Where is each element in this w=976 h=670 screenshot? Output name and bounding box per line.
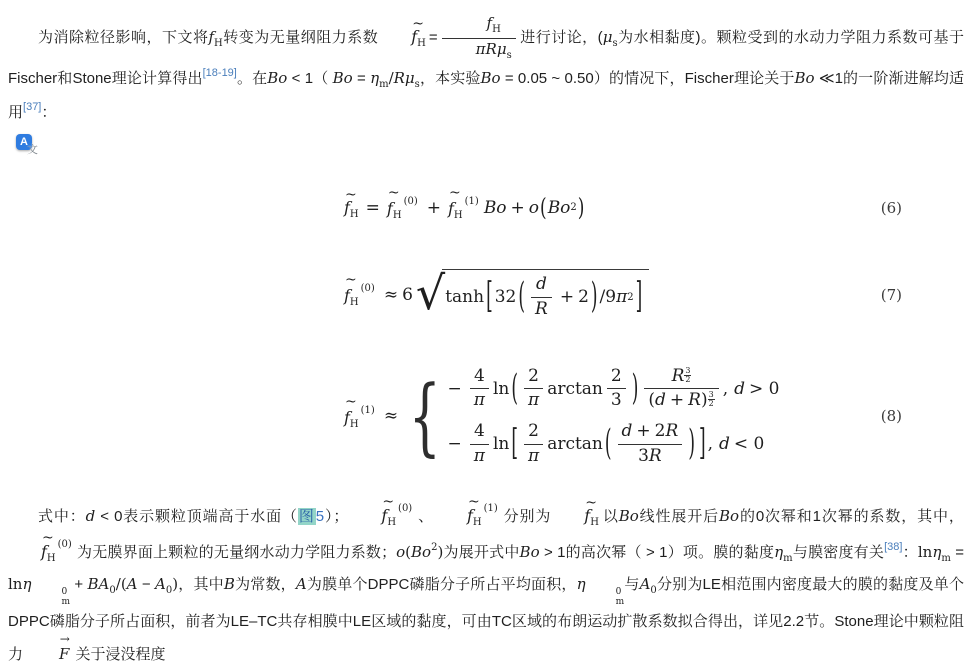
text-run: R bbox=[485, 39, 497, 58]
math-token: , bbox=[722, 378, 729, 399]
math-token: < 0 bbox=[733, 434, 765, 454]
math-token: π bbox=[616, 287, 628, 307]
text-run: 为膜单个DPPC磷脂分子所占平均面积， bbox=[306, 575, 577, 593]
f-tilde-H: ~ $f_H^{(1)}$ bbox=[466, 493, 498, 528]
text-run: s bbox=[414, 79, 420, 90]
text-run: η bbox=[774, 542, 784, 561]
text-run: μ bbox=[602, 27, 613, 46]
case-d-positive bbox=[444, 366, 784, 412]
math-token: 2 bbox=[708, 399, 714, 409]
f-tilde-H-0 bbox=[344, 272, 377, 308]
text-run: = 0.05 ~ 0.50）的情况下，Fischer理论关于 bbox=[500, 70, 795, 87]
math-token bbox=[524, 366, 543, 389]
math-token: f bbox=[344, 197, 350, 217]
math-token bbox=[644, 389, 718, 411]
translate-zh-icon: 文 bbox=[27, 144, 38, 157]
text-run: f bbox=[486, 14, 493, 32]
equation-8 bbox=[8, 366, 964, 467]
math-token: π bbox=[528, 445, 540, 466]
text-run: 线性展开后 bbox=[638, 507, 720, 525]
text-run: π bbox=[475, 39, 486, 58]
math-token: f bbox=[447, 199, 454, 219]
math-token: ) bbox=[590, 276, 598, 318]
math-token: (1) bbox=[360, 404, 375, 416]
math-token bbox=[618, 421, 683, 444]
math-token: d bbox=[535, 274, 547, 295]
math-token: + bbox=[426, 197, 441, 218]
text-run: < 1（ bbox=[287, 70, 333, 87]
math-token: ~ bbox=[345, 393, 357, 410]
math-token: 9 bbox=[605, 287, 617, 307]
math-token bbox=[524, 421, 543, 444]
f-tilde-H: ~ $f_H$ bbox=[411, 15, 426, 49]
math-token: d bbox=[655, 390, 666, 410]
math-token bbox=[607, 366, 626, 389]
square-root bbox=[415, 265, 649, 320]
math-token: π bbox=[473, 390, 485, 410]
math-token: H bbox=[349, 208, 359, 220]
text-run: A bbox=[98, 574, 110, 593]
figure-link-highlight[interactable]: 图 bbox=[298, 507, 315, 525]
math-token: 4 bbox=[473, 421, 485, 442]
math-token: π bbox=[473, 445, 485, 466]
text-run: f bbox=[208, 27, 215, 46]
math-token: ( bbox=[518, 276, 526, 318]
text-run: ( bbox=[120, 574, 127, 593]
math-token: ( bbox=[604, 423, 612, 465]
math-token: 32 bbox=[494, 287, 517, 307]
translate-a-icon: A bbox=[16, 134, 32, 150]
math-token: H bbox=[349, 418, 359, 430]
text-run: 0 bbox=[165, 584, 173, 596]
text-run: 式中： bbox=[38, 507, 86, 525]
text-run: Bo bbox=[267, 69, 288, 87]
math-token bbox=[524, 445, 543, 467]
math-token: 2 bbox=[610, 365, 622, 386]
sup-sub-index: 0 m bbox=[615, 586, 625, 608]
math-token: 2 bbox=[570, 202, 577, 214]
math-token: 2 bbox=[528, 421, 539, 442]
math-token bbox=[524, 389, 543, 411]
math-token: ~ bbox=[448, 185, 461, 202]
math-token: R bbox=[671, 365, 685, 386]
text-run: 0 bbox=[109, 584, 116, 596]
text-run: η bbox=[22, 574, 32, 593]
math-token: arctan bbox=[547, 434, 603, 454]
math-token: ) bbox=[631, 367, 639, 410]
equation-7-formula bbox=[341, 265, 649, 320]
text-run: ，本实验 bbox=[419, 70, 481, 87]
text-run: 0 bbox=[650, 584, 657, 596]
text-run: o bbox=[396, 542, 406, 561]
math-token bbox=[524, 421, 543, 467]
text-run: ≪1的一阶渐进解均适用 bbox=[8, 70, 964, 121]
text-run: 为消除粒径影响，下文将 bbox=[38, 28, 209, 46]
f-tilde-H-1 bbox=[344, 393, 377, 430]
text-run: s bbox=[612, 37, 618, 49]
text-run: ln bbox=[917, 542, 933, 561]
text-run: 转变为无量纲阻力系数 bbox=[222, 28, 379, 46]
equation-6 bbox=[8, 185, 964, 223]
math-token: + bbox=[510, 197, 525, 218]
math-token: R bbox=[688, 390, 701, 410]
paragraph-explanation bbox=[8, 493, 964, 670]
math-token bbox=[607, 389, 626, 411]
text-run: ( bbox=[405, 542, 412, 561]
math-token bbox=[684, 367, 691, 385]
text-run: A bbox=[126, 574, 138, 593]
math-token: 3 bbox=[610, 390, 622, 410]
math-token bbox=[470, 366, 489, 389]
text-run: > 1的高次幂（ > 1）项。膜的黏度 bbox=[539, 543, 775, 561]
sup-sub-index: 0 m bbox=[61, 586, 71, 608]
math-token bbox=[644, 366, 718, 389]
translate-popup-icon[interactable] bbox=[16, 134, 46, 158]
math-token: 3 bbox=[685, 365, 691, 375]
text-run: ) bbox=[437, 542, 444, 561]
text-run: ) bbox=[172, 574, 179, 593]
text-run: m bbox=[783, 552, 793, 564]
case-d-negative bbox=[444, 421, 784, 467]
math-token: π bbox=[528, 390, 540, 410]
math-token: 2 bbox=[528, 365, 539, 386]
math-token: (0) bbox=[403, 196, 418, 208]
math-token bbox=[708, 391, 715, 409]
math-token: ) bbox=[577, 193, 585, 223]
math-token bbox=[531, 274, 552, 297]
radical-sign: √ bbox=[415, 265, 446, 320]
inline-fraction bbox=[442, 14, 516, 62]
text-run: 为常数， bbox=[234, 575, 296, 593]
math-token: > 0 bbox=[748, 378, 780, 399]
text-run: / bbox=[388, 69, 394, 87]
math-token: ~ bbox=[387, 185, 400, 202]
text-run: Bo bbox=[480, 69, 501, 87]
math-token: d bbox=[734, 378, 745, 399]
text-run: + bbox=[70, 575, 88, 593]
text-run: η bbox=[576, 574, 586, 593]
text-run: Bo bbox=[519, 542, 540, 561]
text-run: 分别为 bbox=[502, 507, 552, 525]
math-token bbox=[470, 421, 489, 444]
text-run: 为无膜界面上颗粒的无量纲水动力学阻力系数； bbox=[76, 543, 397, 561]
f-tilde-H bbox=[344, 186, 359, 220]
text-run: 关于浸没程度 bbox=[75, 646, 166, 664]
text-run: = bbox=[352, 70, 371, 87]
text-run: 、 bbox=[417, 507, 434, 525]
text-run: ，其中 bbox=[178, 575, 224, 593]
math-token bbox=[607, 366, 626, 412]
math-token: f bbox=[344, 286, 350, 305]
math-token bbox=[442, 269, 649, 320]
text-run: A bbox=[639, 574, 651, 593]
math-token: 3 bbox=[638, 445, 649, 466]
math-token: Bo bbox=[483, 197, 507, 218]
figure-link[interactable]: 5 bbox=[315, 507, 325, 525]
equation-number: (7) bbox=[880, 285, 902, 304]
text-run: B bbox=[223, 574, 235, 593]
text-run: 。在 bbox=[236, 70, 268, 87]
math-token: ≈ bbox=[383, 284, 399, 305]
math-token: tanh bbox=[445, 287, 485, 307]
math-token: H bbox=[453, 210, 463, 222]
text-run: 为水相黏度)。颗粒受到的水动力学阻力系数可基于Fischer和Stone理论计算得出 bbox=[8, 28, 964, 87]
f-tilde-H-1 bbox=[447, 185, 481, 222]
math-token: ) bbox=[700, 390, 708, 410]
math-token: o bbox=[528, 197, 540, 218]
text-run: η bbox=[370, 69, 380, 87]
math-token: H bbox=[392, 210, 402, 222]
text-run: m bbox=[379, 79, 389, 90]
f-tilde-H: ~ $f_H^{(0)}$ bbox=[381, 493, 413, 528]
text-run: = bbox=[950, 543, 964, 561]
text-run: m bbox=[941, 552, 951, 564]
fraction-R-power bbox=[644, 366, 718, 412]
math-token: 2 bbox=[578, 287, 589, 307]
math-token: f bbox=[344, 407, 350, 427]
math-token bbox=[470, 445, 489, 467]
math-token: (0) bbox=[360, 283, 375, 294]
text-run: 分别为LE相范围内密度最大的膜的黏度及单个DPPC磷脂分子所占面积，前者为LE–TC共存相膜中LE区域的黏度，可由TC区域的布朗运动扩散系数拟合得出，详见2.2节。Stone理论中颗粒阻力 bbox=[8, 575, 964, 664]
math-token: d bbox=[621, 421, 633, 442]
math-token: f bbox=[386, 199, 393, 219]
text-run: s bbox=[506, 49, 512, 61]
math-token: ~ bbox=[345, 186, 357, 203]
text-run: μ bbox=[404, 69, 415, 87]
text-run: ： bbox=[41, 103, 57, 121]
math-token: ] bbox=[635, 276, 643, 318]
math-token: = bbox=[365, 197, 380, 218]
equation-number: (6) bbox=[880, 198, 902, 217]
text-run: ： bbox=[902, 543, 918, 561]
fraction-d2R-3R bbox=[618, 421, 683, 467]
math-token: ~ bbox=[345, 272, 357, 288]
math-token: R bbox=[665, 421, 679, 442]
text-run: μ bbox=[496, 39, 507, 58]
math-token: / bbox=[599, 287, 606, 307]
vector-F: → F bbox=[59, 632, 70, 664]
cases-brace: { bbox=[408, 366, 441, 465]
math-token: [ bbox=[486, 276, 493, 318]
math-token bbox=[470, 389, 489, 411]
math-token: + bbox=[669, 390, 685, 410]
text-run: Bo bbox=[719, 506, 740, 525]
text-run: ）； bbox=[324, 507, 349, 525]
equation-number: (8) bbox=[880, 407, 902, 426]
text-run: 与 bbox=[624, 575, 640, 593]
math-token: + bbox=[559, 287, 575, 307]
math-token: + bbox=[636, 421, 651, 442]
math-token bbox=[531, 298, 552, 320]
text-run: Bo bbox=[332, 69, 353, 87]
math-token: ( bbox=[540, 193, 547, 223]
text-run: 2 bbox=[431, 541, 438, 553]
math-token bbox=[470, 366, 489, 412]
math-token: Bo bbox=[547, 197, 571, 218]
math-token: ln bbox=[492, 434, 510, 454]
math-token: 2 bbox=[685, 375, 691, 385]
f-tilde-H: ~ $f_H$ bbox=[584, 494, 599, 528]
f-tilde-H: ~ $f_H^{(0)}$ bbox=[41, 529, 72, 564]
text-run: 为展开式中 bbox=[443, 543, 520, 561]
text-run: − bbox=[137, 575, 155, 593]
text-run: / bbox=[115, 574, 121, 593]
citation-link[interactable]: [38] bbox=[884, 540, 903, 553]
text-run: η bbox=[932, 542, 942, 561]
text-run: A bbox=[155, 574, 166, 593]
math-token bbox=[524, 366, 543, 412]
equation-8-formula bbox=[341, 366, 783, 467]
math-token: arctan bbox=[547, 378, 603, 399]
text-run: H bbox=[214, 37, 223, 49]
fraction-d-R bbox=[531, 274, 552, 320]
text-run: B bbox=[87, 574, 99, 593]
math-token bbox=[618, 445, 683, 467]
math-token: ( bbox=[648, 390, 655, 410]
math-token: ) bbox=[688, 423, 695, 465]
paragraph-intro bbox=[8, 14, 964, 128]
math-token: 2 bbox=[654, 421, 666, 442]
text-run: 以 bbox=[601, 507, 619, 525]
text-run: A bbox=[295, 574, 307, 593]
text-run: 与膜密度有关 bbox=[792, 543, 885, 561]
text-run: Bo bbox=[411, 542, 432, 561]
math-token: d bbox=[719, 434, 730, 454]
math-token: (1) bbox=[464, 196, 479, 208]
math-token: R bbox=[535, 298, 548, 319]
math-token: 6 bbox=[402, 284, 413, 305]
math-token: 3 bbox=[708, 390, 714, 399]
math-token: ≈ bbox=[383, 406, 399, 427]
text-run: Bo bbox=[794, 69, 815, 87]
math-token: − bbox=[447, 434, 462, 454]
text-run: Bo bbox=[618, 506, 639, 525]
f-tilde-H-0 bbox=[386, 185, 420, 222]
math-token: ln bbox=[492, 378, 510, 399]
math-token: ] bbox=[698, 423, 706, 465]
text-run: = bbox=[428, 28, 438, 46]
text-run: R bbox=[393, 69, 405, 87]
text-run: ln bbox=[8, 574, 23, 593]
text-run: H bbox=[492, 24, 501, 35]
math-token bbox=[470, 421, 489, 467]
math-token: R bbox=[648, 445, 662, 466]
math-token: ( bbox=[511, 367, 518, 410]
math-token: H bbox=[349, 297, 359, 308]
math-token: − bbox=[447, 378, 462, 399]
citation-link[interactable]: [18-19] bbox=[202, 67, 237, 79]
math-token: 2 bbox=[627, 291, 634, 303]
piecewise-cases bbox=[444, 366, 784, 467]
math-token: [ bbox=[511, 423, 518, 465]
text-run: d bbox=[85, 506, 96, 525]
equation-6-formula bbox=[341, 185, 585, 223]
text-run: 的0次幂和1次幂的系数，其中， bbox=[739, 507, 964, 525]
math-token: 4 bbox=[473, 365, 485, 386]
text-run: < 0表示颗粒顶端高于水面（ bbox=[95, 507, 298, 525]
citation-link[interactable]: [37] bbox=[23, 100, 42, 113]
text-run: 进行讨论，( bbox=[519, 28, 603, 46]
math-token: , bbox=[707, 434, 713, 454]
equation-7 bbox=[8, 265, 964, 320]
